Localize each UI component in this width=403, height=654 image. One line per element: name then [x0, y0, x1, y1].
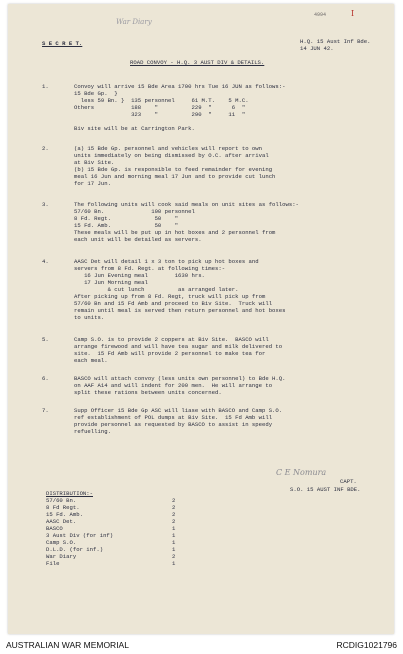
paragraph-line: 57/60 Bn. 100 personnel: [74, 208, 195, 215]
distribution-copies: 2: [172, 504, 176, 511]
paragraph-number: 3.: [42, 201, 49, 208]
subject-line: ROAD CONVOY - H.Q. 3 AUST DIV & DETAILS.: [130, 59, 265, 66]
paragraph-line: (a) 15 Bde Gp. personnel and vehicles will report to own: [74, 145, 262, 152]
distribution-unit: D.L.D. (for inf.): [46, 546, 104, 553]
signature-appointment: S.O. 15 AUST INF BDE.: [290, 486, 361, 493]
distribution-unit: 57/60 Bn.: [46, 497, 77, 504]
paragraph-line: Biv site will be at Carrington Park.: [74, 125, 195, 132]
paragraph-line: on AAF A14 and will indent for 200 men. He will arrange to: [74, 382, 273, 389]
paragraph-line: Supp Officer 15 Bde Gp ASC will liase with BASCO and Camp S.O.: [74, 407, 283, 414]
paragraph-line: site. 15 Fd Amb will provide 2 personnel to make tea for: [74, 350, 266, 357]
paragraph-line: 16 Jun Evening meal 1630 hrs.: [74, 272, 205, 279]
paragraph-line: servers from 8 Fd. Regt. at following times:-: [74, 265, 226, 272]
paragraph-line: split these rations between units concerned.: [74, 389, 222, 396]
distribution-copies: 1: [172, 560, 176, 567]
distribution-unit: File: [46, 560, 60, 567]
paragraph-number: 6.: [42, 375, 49, 382]
paragraph-line: 15 Fd. Amb. 50 ": [74, 222, 179, 229]
paragraph-line: These meals will be put up in hot boxes and 2 personnel from: [74, 229, 276, 236]
paragraph-line: units immediately on being dismissed by O.C. after arrival: [74, 152, 269, 159]
paragraph-line: ref establishment of POL dumps at Biv Site. 15 Fd Amb will: [74, 414, 273, 421]
paragraph-number: 4.: [42, 258, 49, 265]
signature-rank: CAPT.: [340, 478, 357, 485]
paragraph-line: meal 16 Jun and morning meal 17 Jun and to provide cut lunch: [74, 173, 276, 180]
distribution-unit: 3 Aust Div (for inf): [46, 532, 114, 539]
archive-name: AUSTRALIAN WAR MEMORIAL: [6, 640, 129, 650]
paragraph-number: 1.: [42, 83, 49, 90]
handwritten-war-diary: War Diary: [116, 18, 152, 26]
paragraph-line: 8 Fd. Regt. 50 ": [74, 215, 179, 222]
paragraph-number: 7.: [42, 407, 49, 414]
distribution-unit: 8 Fd Regt.: [46, 504, 80, 511]
paragraph-line: Convoy will arrive 15 Bde Area 1700 hrs Tue 16 JUN as follows:-: [74, 83, 286, 90]
page-mark: I: [351, 9, 355, 18]
paragraph-line: for 17 Jun.: [74, 180, 111, 187]
distribution-unit: 15 Fd. Amb.: [46, 511, 83, 518]
document-date: 14 JUN 42.: [300, 45, 334, 52]
paragraph-line: to units.: [74, 314, 105, 321]
distribution-copies: 1: [172, 539, 176, 546]
paragraph-line: 15 Bde Gp. }: [74, 90, 118, 97]
paragraph-line: 57/60 Bn and 15 Fd Amb and proceed to Biv Site. Truck will: [74, 300, 273, 307]
paragraph-line: 323 " 290 " 11 ": [74, 111, 246, 118]
paragraph-line: at Biv Site.: [74, 159, 115, 166]
paragraph-number: 2.: [42, 145, 49, 152]
distribution-unit: Camp S.O.: [46, 539, 77, 546]
paragraph-number: 5.: [42, 336, 49, 343]
distribution-copies: 1: [172, 525, 176, 532]
unit-heading: H.Q. 15 Aust Inf Bde.: [300, 38, 371, 45]
paragraph-line: provide personnel as requested by BASCO to assist in speedy: [74, 421, 273, 428]
paragraph-line: & cut lunch as arranged later.: [74, 286, 239, 293]
handwritten-signature: C E Nomura: [276, 468, 327, 477]
paragraph-line: Others 188 " 229 " 6 ": [74, 104, 246, 111]
distribution-copies: 1: [172, 546, 176, 553]
paragraph-line: refuelling.: [74, 428, 111, 435]
paragraph-line: each unit will be detailed as servers.: [74, 236, 202, 243]
paragraph-line: (b) 15 Bde Gp. is responsible to feed remainder for evening: [74, 166, 273, 173]
paragraph-line: arrange firewood and will have tea sugar and milk delivered to: [74, 343, 283, 350]
archive-footer: [0, 636, 403, 654]
paragraph-line: After picking up from 8 Fd. Regt, truck will pick up from: [74, 293, 266, 300]
classification: S E C R E T.: [42, 40, 83, 47]
paragraph-line: The following units will cook said meals on unit sites as follows:-: [74, 201, 299, 208]
page-number-stamp: 4994: [314, 12, 327, 18]
distribution-copies: 2: [172, 511, 176, 518]
distribution-copies: 2: [172, 553, 176, 560]
paragraph-line: each meal.: [74, 357, 108, 364]
distribution-copies: 2: [172, 497, 176, 504]
paragraph-line: BASCO will attach convoy (less units own personnel) to Bde H.Q.: [74, 375, 286, 382]
paragraph-line: 17 Jun Morning meal: [74, 279, 148, 286]
distribution-unit: BASCO: [46, 525, 63, 532]
distribution-copies: 2: [172, 518, 176, 525]
distribution-copies: 1: [172, 532, 176, 539]
paragraph-line: remain until meal is served then return personnel and hot boxes: [74, 307, 286, 314]
paragraph-line: AASC Det will detail 1 x 3 ton to pick up hot boxes and: [74, 258, 259, 265]
archive-reference: RCDIG1021796: [336, 640, 397, 650]
document-page: [8, 4, 394, 634]
distribution-unit: War Diary: [46, 553, 77, 560]
distribution-unit: AASC Det.: [46, 518, 77, 525]
paragraph-line: less 59 Bn. } 135 personnel 61 M.T. 5 M.C.: [74, 97, 249, 104]
paragraph-line: Camp S.O. is to provide 2 coppers at Biv Site. BASCO will: [74, 336, 269, 343]
distribution-heading: DISTRIBUTION:-: [46, 490, 93, 497]
